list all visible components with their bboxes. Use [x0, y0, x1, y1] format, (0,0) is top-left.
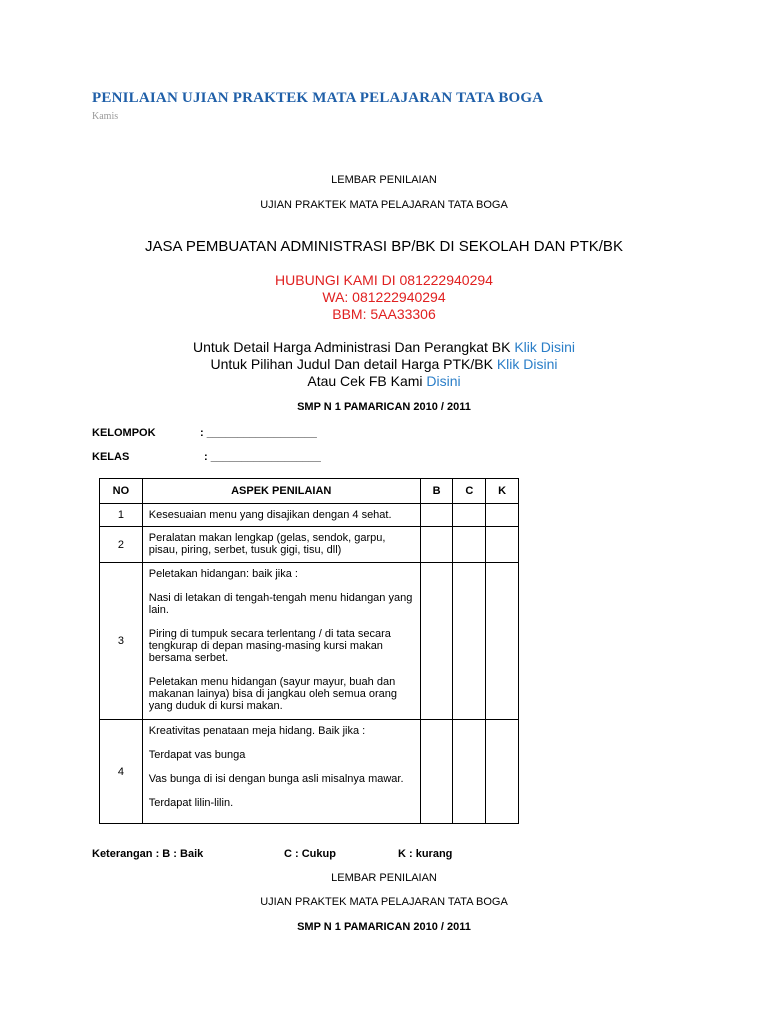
row-no: 1: [100, 504, 143, 527]
aspek-item: Vas bunga di isi dengan bunga asli misalnya mawar.: [148, 773, 404, 785]
ad-contact-bbm: BBM: 5AA33306: [332, 306, 436, 322]
klik-disini-link-2[interactable]: Klik Disini: [496, 356, 558, 372]
kelas-blank: : __________________: [204, 451, 321, 463]
aspek-item: Kesesuaian menu yang disajikan dengan 4 sehat.: [148, 509, 392, 521]
table-row: [100, 563, 519, 720]
header-aspek: ASPEK PENILAIAN: [142, 479, 420, 504]
ad-info-text-1: Untuk Detail Harga Administrasi Dan Perangkat BK: [192, 339, 515, 355]
header-k: K: [486, 479, 519, 504]
row-no: 4: [100, 720, 143, 824]
mark-k-cell[interactable]: [486, 527, 519, 563]
row-no: 2: [100, 527, 143, 563]
mark-b-cell[interactable]: [420, 504, 453, 527]
aspek-item: Kreativitas penataan meja hidang. Baik jika :: [148, 725, 366, 737]
sheet2-heading: LEMBAR PENILAIAN: [331, 872, 437, 884]
ad-contact-wa: WA: 081222940294: [322, 289, 446, 305]
mark-c-cell[interactable]: [453, 504, 486, 527]
aspek-item: Peletakan menu hidangan (sayur mayur, buah dan makanan lainya) bisa di jangkau oleh semua orang yang duduk di kursi makan.: [148, 676, 398, 712]
keterangan-k: K : kurang: [398, 848, 453, 860]
aspek-item: Terdapat vas bunga: [148, 749, 246, 761]
page-title: PENILAIAN UJIAN PRAKTEK MATA PELAJARAN TATA BOGA: [92, 90, 544, 106]
mark-c-cell[interactable]: [453, 563, 486, 720]
kelompok-blank: : __________________: [200, 427, 317, 439]
aspek-item: Terdapat lilin-lilin.: [148, 797, 234, 809]
header-c: C: [453, 479, 486, 504]
table-row: [100, 720, 519, 824]
aspek-item: Peletakan hidangan: baik jika :: [148, 568, 298, 580]
kelas-field: [92, 451, 321, 463]
row-aspek: [142, 527, 420, 563]
aspek-item: Peralatan makan lengkap (gelas, sendok, garpu, pisau, piring, serbet, tusuk gigi, tisu, dll): [148, 532, 386, 556]
header-b: B: [420, 479, 453, 504]
ad-info-line-2: [0, 356, 768, 373]
ad-contact-phone: HUBUNGI KAMI DI 081222940294: [275, 272, 493, 288]
klik-disini-link-1[interactable]: Klik Disini: [514, 339, 576, 355]
ad-info-line-1: [0, 339, 768, 356]
mark-b-cell[interactable]: [420, 527, 453, 563]
assessment-table: [99, 478, 519, 824]
row-no: 3: [100, 563, 143, 720]
aspek-item: Nasi di letakan di tengah-tengah menu hidangan yang lain.: [148, 592, 413, 616]
sheet-heading: LEMBAR PENILAIAN: [331, 174, 437, 186]
kelompok-label: KELOMPOK: [92, 427, 156, 439]
sheet2-school-year: SMP N 1 PAMARICAN 2010 / 2011: [297, 921, 471, 933]
table-row: [100, 527, 519, 563]
keterangan-c: C : Cukup: [284, 848, 336, 860]
ad-info-line-3: [0, 373, 768, 390]
ad-info-text-3: Atau Cek FB Kami: [307, 373, 427, 389]
keterangan-label: Keterangan : B : Baik: [92, 848, 204, 860]
sheet-subheading: UJIAN PRAKTEK MATA PELAJARAN TATA BOGA: [260, 199, 508, 211]
row-aspek: [142, 504, 420, 527]
fb-disini-link[interactable]: Disini: [426, 373, 461, 389]
school-year: SMP N 1 PAMARICAN 2010 / 2011: [297, 401, 471, 413]
date-label: Kamis: [92, 111, 119, 122]
sheet2-subheading: UJIAN PRAKTEK MATA PELAJARAN TATA BOGA: [260, 896, 508, 908]
ad-info-text-2: Untuk Pilihan Judul Dan detail Harga PTK/BK: [210, 356, 497, 372]
aspek-item: Piring di tumpuk secara terlentang / di tata secara tengkurap di depan masing-masing kursi makan bersama serbet.: [148, 628, 391, 664]
mark-b-cell[interactable]: [420, 563, 453, 720]
mark-c-cell[interactable]: [453, 720, 486, 824]
kelas-label: KELAS: [92, 451, 130, 463]
kelompok-field: [92, 427, 317, 439]
mark-b-cell[interactable]: [420, 720, 453, 824]
row-aspek: [142, 720, 420, 824]
table-row: [100, 504, 519, 527]
ad-jasa-heading: JASA PEMBUATAN ADMINISTRASI BP/BK DI SEKOLAH DAN PTK/BK: [145, 238, 623, 255]
mark-k-cell[interactable]: [486, 563, 519, 720]
mark-k-cell[interactable]: [486, 720, 519, 824]
mark-c-cell[interactable]: [453, 527, 486, 563]
row-aspek: [142, 563, 420, 720]
header-no: NO: [100, 479, 143, 504]
mark-k-cell[interactable]: [486, 504, 519, 527]
table-header-row: [100, 479, 519, 504]
